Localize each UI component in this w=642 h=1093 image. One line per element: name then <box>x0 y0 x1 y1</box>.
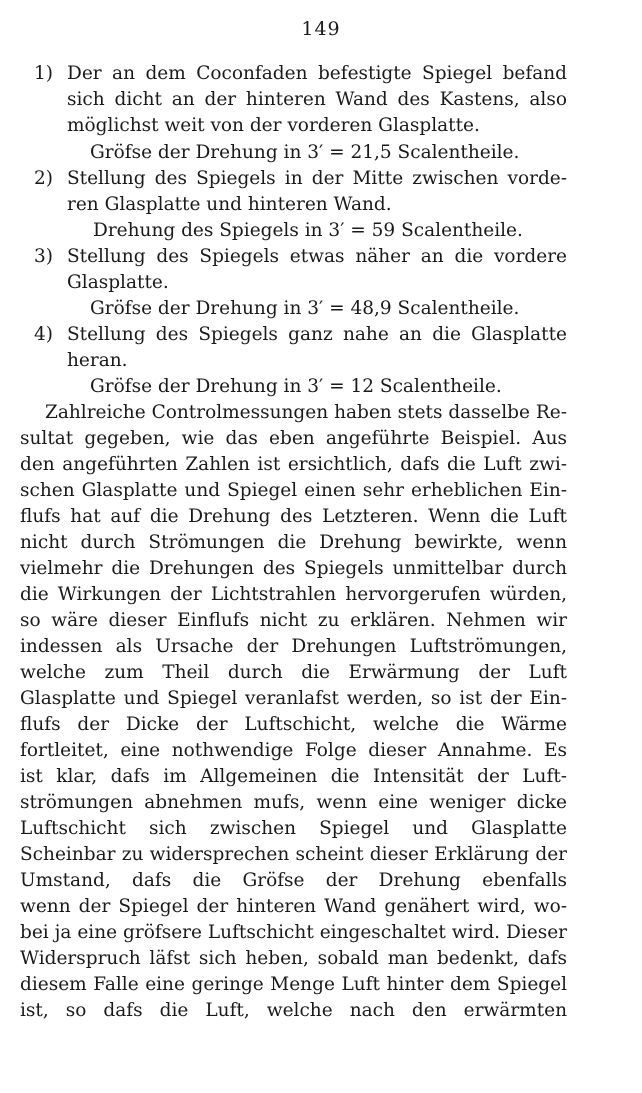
paragraph-line: welche zum Theil durch die Erwärmung der Luft <box>20 662 567 683</box>
list-item-1-line-3 <box>0 113 642 139</box>
list-item-3-line-1 <box>0 244 642 270</box>
paragraph-line: den angeführten Zahlen ist ersichtlich, dafs die Luft zwi- <box>20 454 567 475</box>
list-item-4-result <box>0 374 642 400</box>
paragraph-line: Zahlreiche Controlmessungen haben stets dasselbe Re- <box>45 402 567 423</box>
list-item-2-text: Stellung des Spiegels in der Mitte zwischen vorde- <box>67 168 567 189</box>
list-item-4-text: Stellung des Spiegels ganz nahe an die Glasplatte <box>67 324 567 345</box>
paragraph-line: sultat gegeben, wie das eben angeführte Beispiel. Aus <box>20 428 567 449</box>
list-item-1-number: 1) <box>34 63 53 84</box>
paragraph-line: die Wirkungen der Lichtstrahlen hervorgerufen würden, <box>20 584 567 605</box>
list-item-3-line-2 <box>0 270 642 296</box>
list-item-4-text: heran. <box>67 350 128 371</box>
list-item-1-line-2 <box>0 87 642 113</box>
result-line: Gröfse der Drehung in 3′ = 21,5 Scalentheile. <box>90 142 520 163</box>
list-item-2-result <box>0 218 642 244</box>
list-item-2-text: ren Glasplatte und hinteren Wand. <box>67 194 392 215</box>
paragraph-line: flufs hat auf die Drehung des Letzteren. Wenn die Luft <box>20 506 567 527</box>
list-item-2-line-2 <box>0 192 642 218</box>
page-number: 149 <box>301 18 341 40</box>
paragraph-line: fortleitet, eine nothwendige Folge dieser Annahme. Es <box>20 740 567 761</box>
paragraph-line: Glasplatte und Spiegel veranlafst werden, so ist der Ein- <box>20 688 567 709</box>
list-item-1-result <box>0 140 642 166</box>
paragraph-line: so wäre dieser Einflufs nicht zu erklären. Nehmen wir <box>20 610 567 631</box>
paragraph-line: indessen als Ursache der Drehungen Luftströmungen, <box>20 636 567 657</box>
list-item-3-result <box>0 296 642 322</box>
paragraph-line: diesem Falle eine geringe Menge Luft hinter dem Spiegel <box>20 974 567 995</box>
paragraph-line: schen Glasplatte und Spiegel einen sehr erheblichen Ein- <box>20 480 567 501</box>
list-item-1-text: sich dicht an der hinteren Wand des Kastens, also <box>67 89 567 110</box>
paragraph-line: Umstand, dafs die Gröfse der Drehung ebenfalls <box>20 870 567 891</box>
paragraph-line: Scheinbar zu widersprechen scheint dieser Erklärung der <box>20 844 567 865</box>
result-line: Drehung des Spiegels in 3′ = 59 Scalentheile. <box>93 220 523 241</box>
list-item-1-line-1 <box>0 61 642 87</box>
paragraph-line: Widerspruch läfst sich heben, sobald man bedenkt, dafs <box>20 948 567 969</box>
list-item-3-text: Glasplatte. <box>67 272 169 293</box>
list-item-3-text: Stellung des Spiegels etwas näher an die vordere <box>67 246 567 267</box>
list-item-3-number: 3) <box>34 246 53 267</box>
result-line: Gröfse der Drehung in 3′ = 12 Scalentheile. <box>90 376 502 397</box>
paragraph-line: wenn der Spiegel der hinteren Wand genähert wird, wo- <box>20 896 567 917</box>
paragraph-line: strömungen abnehmen mufs, wenn eine weniger dicke <box>20 792 567 813</box>
list-item-4-number: 4) <box>34 324 53 345</box>
paragraph-line: ist, so dafs die Luft, welche nach den erwärmten <box>20 1000 567 1021</box>
list-item-1-text: möglichst weit von der vorderen Glasplatte. <box>67 115 480 136</box>
paragraph-line: Luftschicht sich zwischen Spiegel und Glasplatte <box>20 818 567 839</box>
list-item-2-line-1 <box>0 166 642 192</box>
paragraph-line: nicht durch Strömungen die Drehung bewirkte, wenn <box>20 532 567 553</box>
paragraph-line: flufs der Dicke der Luftschicht, welche die Wärme <box>20 714 567 735</box>
paragraph-line: ist klar, dafs im Allgemeinen die Intensität der Luft- <box>20 766 567 787</box>
list-item-4-line-1 <box>0 322 642 348</box>
paragraph-line: vielmehr die Drehungen des Spiegels unmittelbar durch <box>20 558 567 579</box>
list-item-4-line-2 <box>0 348 642 374</box>
result-line: Gröfse der Drehung in 3′ = 48,9 Scalentheile. <box>90 298 520 319</box>
list-item-2-number: 2) <box>34 168 53 189</box>
paragraph-line: bei ja eine gröfsere Luftschicht eingeschaltet wird. Dieser <box>20 922 567 943</box>
list-item-1-text: Der an dem Coconfaden befestigte Spiegel befand <box>67 63 567 84</box>
